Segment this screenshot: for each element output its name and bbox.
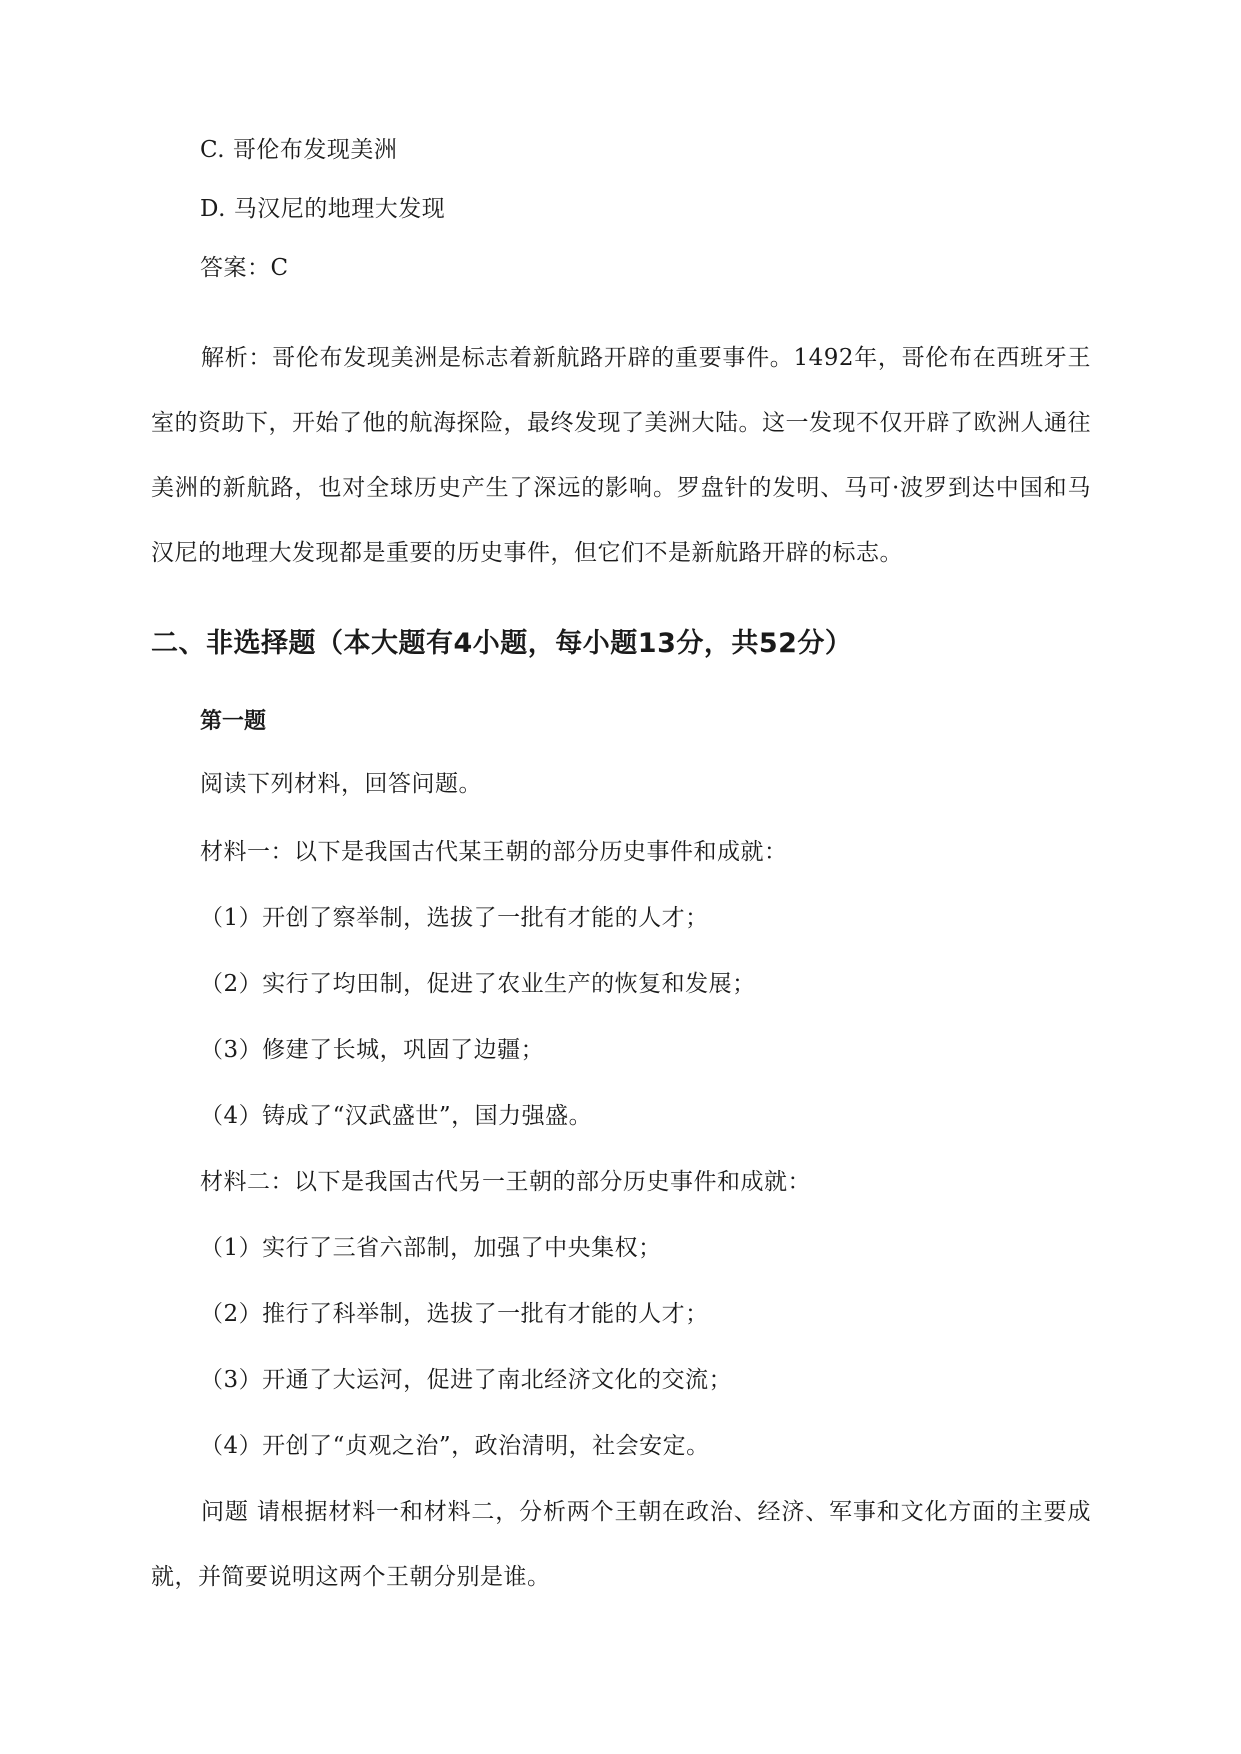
question-prompt: 问题 请根据材料一和材料二，分析两个王朝在政治、经济、军事和文化方面的主要成就，并简要说明这两个王朝分别是谁。 bbox=[151, 1499, 1091, 1590]
question-title: 第一题 bbox=[200, 709, 267, 734]
question-intro: 阅读下列材料，回答问题。 bbox=[200, 771, 482, 797]
material-two-item: （1）实行了三省六部制，加强了中央集权； bbox=[200, 1235, 662, 1261]
material-one-item: （4）铸成了“汉武盛世”，国力强盛。 bbox=[200, 1103, 593, 1129]
answer-line: 答案：C bbox=[200, 255, 289, 281]
material-two-lead: 材料二：以下是我国古代另一王朝的部分历史事件和成就： bbox=[200, 1169, 811, 1195]
material-one-item: （2）实行了均田制，促进了农业生产的恢复和发展； bbox=[200, 971, 756, 997]
option-d: D. 马汉尼的地理大发现 bbox=[200, 196, 446, 222]
section-heading: 二、非选择题（本大题有4小题，每小题13分，共52分） bbox=[151, 628, 853, 659]
material-one-lead: 材料一：以下是我国古代某王朝的部分历史事件和成就： bbox=[200, 839, 788, 865]
option-c: C. 哥伦布发现美洲 bbox=[200, 137, 398, 163]
material-two-item: （3）开通了大运河，促进了南北经济文化的交流； bbox=[200, 1367, 733, 1393]
material-two-item: （2）推行了科举制，选拔了一批有才能的人才； bbox=[200, 1301, 709, 1327]
material-one-item: （3）修建了长城，巩固了边疆； bbox=[200, 1037, 545, 1063]
material-two-item: （4）开创了“贞观之治”，政治清明，社会安定。 bbox=[200, 1433, 710, 1459]
material-one-item: （1）开创了察举制，选拔了一批有才能的人才； bbox=[200, 905, 709, 931]
analysis-paragraph: 解析：哥伦布发现美洲是标志着新航路开辟的重要事件。1492年，哥伦布在西班牙王室的资助下，开始了他的航海探险，最终发现了美洲大陆。这一发现不仅开辟了欧洲人通往美洲的新航路，也对全球历史产生了深远的影响。罗盘针的发明、马可·波罗到达中国和马汉尼的地理大发现都是重要的历史事件，但它们不是新航路开辟的标志。 bbox=[151, 345, 1091, 566]
